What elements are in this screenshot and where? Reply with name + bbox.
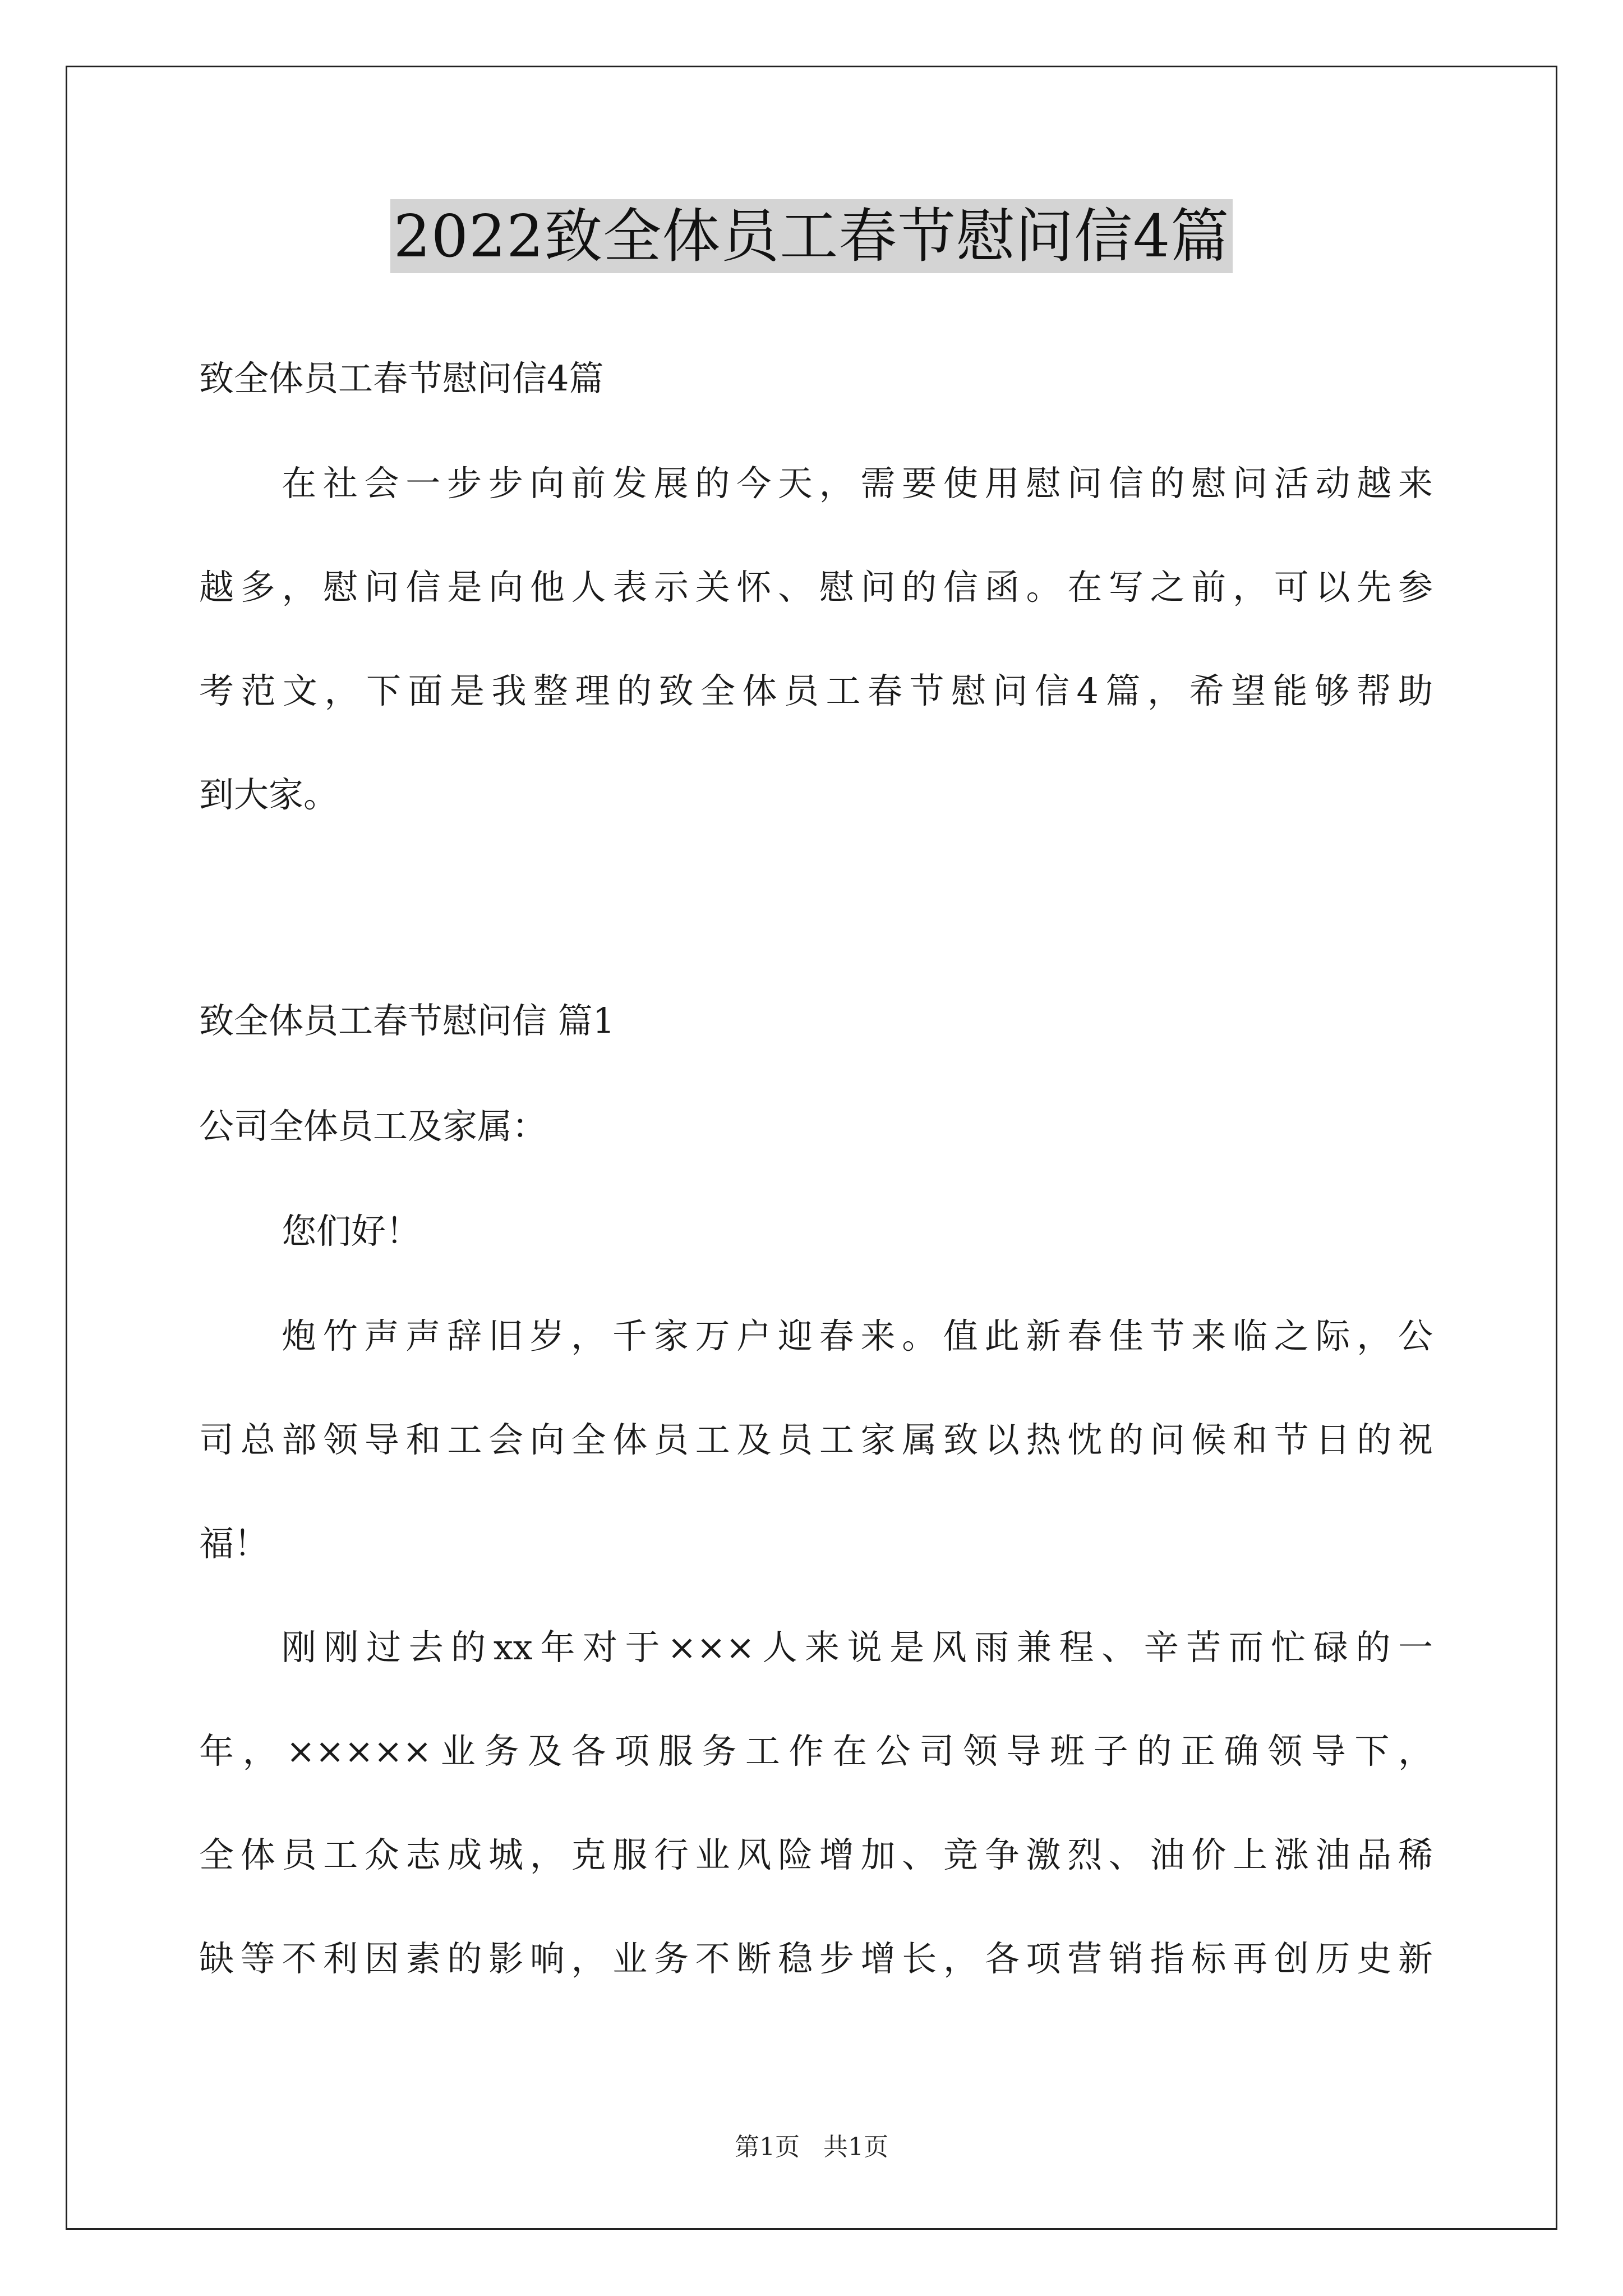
subtitle: 致全体员工春节慰问信4篇 — [199, 358, 604, 399]
paragraph-line: 福！ — [199, 1523, 269, 1564]
page-number: 第1页 — [735, 2133, 800, 2161]
salutation: 公司全体员工及家属： — [199, 1106, 547, 1147]
intro-line: 在社会一步步向前发展的今天，需要使用慰问信的慰问活动越来 — [282, 463, 1433, 504]
paragraph-line: 年，×××××业务及各项服务工作在公司领导班子的正确领导下， — [199, 1731, 1433, 1772]
paragraph-line: 炮竹声声辞旧岁，千家万户迎春来。值此新春佳节来临之际，公 — [282, 1315, 1433, 1356]
paragraph-line: 缺等不利因素的影响，业务不断稳步增长，各项营销指标再创历史新 — [199, 1938, 1433, 1979]
intro-line: 考范文，下面是我整理的致全体员工春节慰问信4篇，希望能够帮助 — [199, 670, 1433, 711]
paragraph-line: 刚刚过去的xx年对于×××人来说是风雨兼程、辛苦而忙碌的一 — [282, 1627, 1433, 1668]
page-total: 共1页 — [823, 2133, 888, 2161]
document-title: 2022致全体员工春节慰问信4篇 — [390, 199, 1233, 273]
title-container — [0, 199, 1623, 273]
paragraph-line: 司总部领导和工会向全体员工及员工家属致以热忱的问候和节日的祝 — [199, 1419, 1433, 1460]
greeting: 您们好！ — [282, 1211, 421, 1251]
section-heading: 致全体员工春节慰问信 篇1 — [199, 1000, 615, 1041]
intro-line: 越多，慰问信是向他人表示关怀、慰问的信函。在写之前，可以先参 — [199, 567, 1433, 608]
paragraph-line: 全体员工众志成城，克服行业风险增加、竞争激烈、油价上涨油品稀 — [199, 1834, 1433, 1875]
page-footer — [0, 2132, 1623, 2163]
intro-line: 到大家。 — [199, 774, 339, 815]
